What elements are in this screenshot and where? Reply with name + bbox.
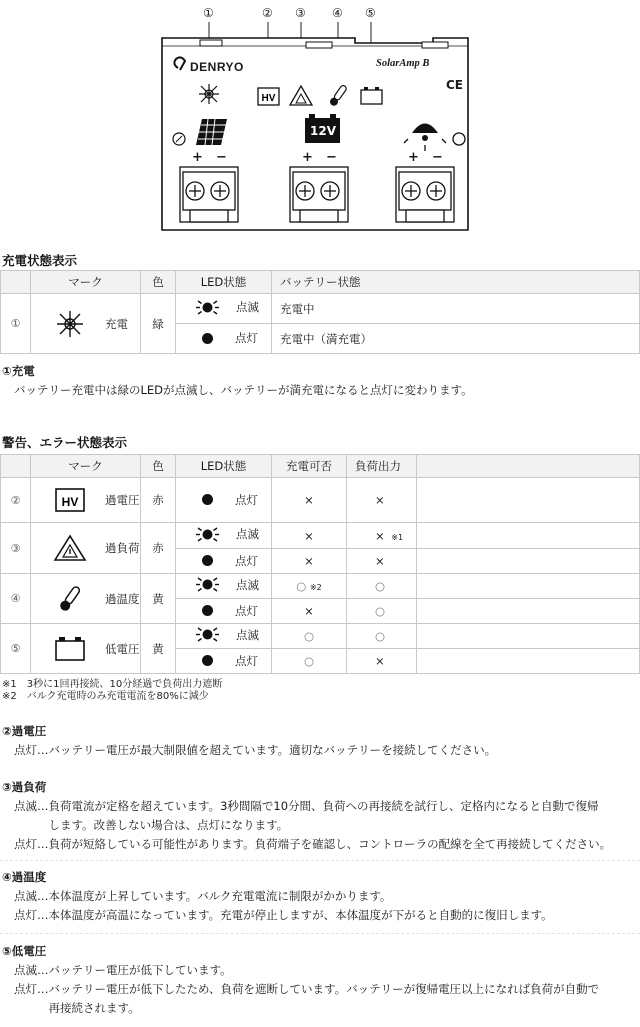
note-line: します。改善しない場合は、点灯になります。 — [14, 818, 289, 832]
led-state-label: 点灯 — [235, 331, 258, 346]
mark-cell — [31, 523, 141, 574]
note-line: 再接続されます。 — [14, 1001, 140, 1015]
led-state — [176, 324, 272, 354]
solid-led-icon — [202, 333, 213, 344]
mark-label: 低電圧 — [105, 641, 140, 656]
note-line: 点灯…バッテリー電圧が最大制限値を超えています。適切なバッテリーを接続してください。 — [14, 743, 497, 757]
load-plus: + — [408, 150, 419, 165]
row-number: ⑤ — [1, 624, 31, 674]
header-load: 負荷出力 — [347, 455, 417, 478]
battery-state: 充電中（満充電） — [272, 324, 640, 354]
charge-availability — [272, 574, 347, 599]
led-color: 赤 — [141, 523, 176, 574]
note-heading: ⑤低電圧 — [2, 944, 47, 958]
header-num — [1, 455, 31, 478]
led-state — [176, 549, 272, 574]
mark-cell — [31, 624, 141, 674]
overload-warning-icon — [51, 533, 89, 563]
battery-minus: − — [326, 150, 337, 165]
note-heading: ①充電 — [2, 364, 35, 378]
solar-minus: − — [216, 150, 227, 165]
charge-table-header — [1, 271, 640, 294]
led-state-label: 点灯 — [235, 603, 258, 618]
ce-mark: CE — [446, 78, 464, 92]
blinking-led-icon — [195, 527, 220, 542]
header-charge: 充電可否 — [272, 455, 347, 478]
note-line: 点灯…バッテリー電圧が低下したため、負荷を遮断しています。バッテリーが復帰電圧以上になれば負荷が自動で — [14, 982, 600, 996]
mark-label: 過負荷 — [105, 541, 140, 555]
header-num — [1, 271, 31, 294]
led-color: 黄 — [141, 574, 176, 624]
model-name: SolarAmp B — [376, 58, 430, 69]
load-output: ○ — [347, 574, 417, 599]
load-output: × — [347, 549, 417, 574]
note-line: 点滅…負荷電流が定格を超えています。3秒間隔で10分間、負荷への再接続を試行し、定格内になると自動で復帰 — [14, 799, 599, 813]
brand-logo: DENRYO — [190, 60, 244, 74]
charge-availability: × — [272, 599, 347, 624]
footnote-ref: ※2 — [309, 583, 322, 592]
note-line: 点滅…本体温度が上昇しています。バルク充電電流に制限がかかります。 — [14, 889, 392, 903]
led-state-label: 点灯 — [235, 492, 258, 507]
row-number: ① — [1, 294, 31, 354]
charge-sun-icon — [199, 84, 219, 104]
callout-2: ② — [262, 6, 273, 20]
led-state-label: 点滅 — [236, 527, 259, 542]
divider — [0, 860, 640, 861]
mark-label: 過電圧 — [105, 493, 140, 507]
charge-availability: ○ — [272, 649, 347, 674]
blinking-led-icon — [195, 627, 220, 642]
led-color: 緑 — [141, 294, 176, 354]
mark-label: 過温度 — [105, 591, 140, 606]
charge-value: ○ — [296, 579, 307, 593]
charge-note — [2, 362, 473, 400]
header-battery: バッテリー状態 — [272, 271, 640, 294]
led-state — [176, 624, 272, 649]
mark-cell — [31, 294, 141, 354]
led-state-label: 点滅 — [236, 577, 259, 592]
mark-label: 充電 — [105, 316, 128, 331]
solar-plus: + — [192, 150, 203, 165]
mark-cell — [31, 574, 141, 624]
led-state — [176, 294, 272, 324]
charge-section-title: 充電状態表示 — [2, 253, 78, 268]
led-state-label: 点灯 — [235, 653, 258, 668]
load-output: ○ — [347, 599, 417, 624]
table-row — [1, 624, 640, 649]
header-empty — [417, 455, 640, 478]
callout-3: ③ — [295, 6, 306, 20]
blinking-led-icon — [195, 577, 220, 592]
solid-led-icon — [202, 555, 213, 566]
header-mark: マーク — [31, 271, 141, 294]
header-color: 色 — [141, 271, 176, 294]
note-heading: ②過電圧 — [2, 724, 47, 738]
battery-plus: + — [302, 150, 313, 165]
note-lowvoltage — [2, 942, 599, 1018]
load-value: × — [375, 528, 385, 543]
load-output — [347, 523, 417, 549]
warning-section-title: 警告、エラー状態表示 — [2, 435, 128, 450]
led-state — [176, 523, 272, 549]
battery-state: 充電中 — [272, 294, 640, 324]
low-battery-icon — [51, 634, 89, 664]
note-line: 点滅…バッテリー電圧が低下しています。 — [14, 963, 232, 977]
charge-availability: ○ — [272, 624, 347, 649]
charge-availability: × — [272, 549, 347, 574]
table-row — [1, 294, 640, 324]
charge-sun-icon — [51, 309, 89, 339]
solid-led-icon — [202, 655, 213, 666]
note-line: バッテリー充電中は緑のLEDが点滅し、バッテリーが満充電になると点灯に変わります。 — [14, 383, 473, 397]
solid-led-icon — [202, 494, 213, 505]
note-line: 点灯…本体温度が高温になっています。充電が停止しますが、本体温度が下がると自動的に復旧します。 — [14, 908, 553, 922]
led-state-label: 点滅 — [236, 300, 259, 315]
table-row — [1, 478, 640, 523]
solid-led-icon — [202, 605, 213, 616]
svg-text:HV: HV — [261, 93, 276, 104]
callout-4: ④ — [332, 6, 343, 20]
load-output: × — [347, 649, 417, 674]
controller-illustration — [150, 0, 490, 242]
charge-availability: × — [272, 478, 347, 523]
battery-voltage-label: 12V — [310, 124, 336, 138]
led-state — [176, 574, 272, 599]
mark-cell — [31, 478, 141, 523]
led-color: 赤 — [141, 478, 176, 523]
blinking-led-icon — [195, 300, 220, 315]
divider — [0, 933, 640, 934]
table-row — [1, 574, 640, 599]
row-number: ③ — [1, 523, 31, 574]
high-voltage-icon — [51, 485, 89, 515]
charge-status-table — [0, 270, 640, 354]
header-color: 色 — [141, 455, 176, 478]
row-number: ② — [1, 478, 31, 523]
callout-1: ① — [203, 6, 214, 20]
load-minus: − — [432, 150, 443, 165]
led-state — [176, 649, 272, 674]
warning-status-table — [0, 454, 640, 674]
callout-5: ⑤ — [365, 6, 376, 20]
thermometer-icon — [51, 584, 89, 614]
led-state-label: 点灯 — [235, 553, 258, 568]
led-state — [176, 478, 272, 523]
led-state — [176, 599, 272, 624]
note-overtemperature — [2, 868, 553, 925]
note-overload — [2, 778, 611, 854]
footnote-2: ※2 バルク充電時のみ充電電流を80%に減少 — [2, 691, 209, 702]
header-mark: マーク — [31, 455, 141, 478]
footnote-1: ※1 3秒に1回再接続、10分経過で負荷出力遮断 — [2, 679, 223, 690]
load-output: ○ — [347, 624, 417, 649]
led-state-label: 点滅 — [236, 627, 259, 642]
footnote-ref: ※1 — [391, 532, 404, 542]
header-led: LED状態 — [176, 271, 272, 294]
header-led: LED状態 — [176, 455, 272, 478]
note-overvoltage — [2, 722, 496, 760]
svg-text:HV: HV — [61, 495, 79, 509]
load-output: × — [347, 478, 417, 523]
note-heading: ③過負荷 — [2, 780, 47, 794]
warning-table-header — [1, 455, 640, 478]
led-color: 黄 — [141, 624, 176, 674]
table-row — [1, 523, 640, 549]
row-number: ④ — [1, 574, 31, 624]
note-line: 点灯…負荷が短絡している可能性があります。負荷端子を確認し、コントローラの配線を全て再接続してください。 — [14, 837, 612, 851]
charge-availability: × — [272, 523, 347, 549]
note-heading: ④過温度 — [2, 870, 47, 884]
